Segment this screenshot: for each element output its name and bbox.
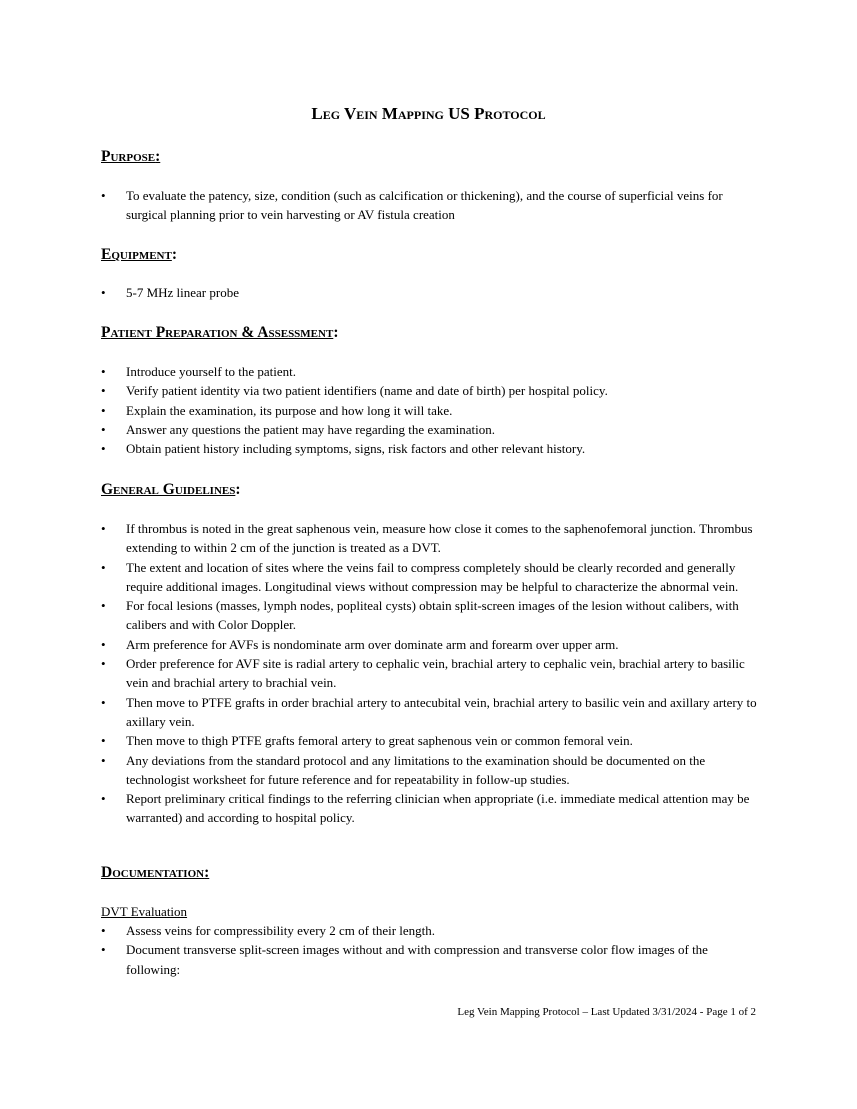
list-item-text: Then move to PTFE grafts in order brachial artery to antecubital vein, brachial artery to basilic vein and axillary artery to axillary vein. [126,694,757,729]
list-item [101,420,761,439]
list-item [101,751,761,790]
list-item [101,519,761,558]
list-item-text: 5-7 MHz linear probe [126,285,239,300]
bullet-icon: • [101,791,106,807]
list-item-text: Assess veins for compressibility every 2 cm of their length. [126,923,436,938]
list-item [101,596,761,635]
bullet-icon: • [101,364,106,379]
list-item-text: Obtain patient history including symptoms, signs, risk factors and other relevant history. [126,441,586,457]
list-item [101,283,761,302]
list-item-text: If thrombus is noted in the great saphenous vein, measure how close it comes to the saphenofemoral junction. Thrombus extending to within 2 cm of the junction is treated as a DVT. [126,521,753,556]
equipment-list [101,283,761,302]
bullet-icon: • [101,733,106,749]
list-item-text: Order preference for AVF site is radial artery to cephalic vein, brachial artery to cephalic vein, brachial artery to basilic vein and brachial artery to brachial vein. [126,656,745,691]
purpose-list [101,186,761,225]
list-item-text: Introduce yourself to the patient. [126,364,297,379]
bullet-icon: • [101,559,106,575]
dvt-evaluation-subheading: DVT Evaluation [101,904,188,919]
documentation-heading: Documentation: [101,864,210,881]
bullet-icon: • [101,598,106,614]
purpose-heading-text: Purpose [101,148,156,165]
list-item [101,693,761,732]
list-item [101,789,761,828]
list-item [101,921,761,940]
list-item [101,940,761,979]
bullet-icon: • [101,285,106,300]
list-item [101,381,761,400]
list-item [101,439,761,458]
guidelines-heading: General Guidelines: [101,481,241,498]
list-item-text: Report preliminary critical findings to the referring clinician when appropriate (i.e. immediate medical attention may be warranted) and according to hospital policy. [126,791,750,826]
bullet-icon: • [101,942,106,958]
preparation-section [101,324,761,458]
page-footer: Leg Vein Mapping Protocol – Last Updated 3/31/2024 - Page 1 of 2 [457,1006,756,1018]
bullet-icon: • [101,421,106,437]
list-item-text: Document transverse split-screen images without and with compression and transverse color flow images of the following: [126,942,708,977]
equipment-heading: Equipment: [101,246,178,263]
guidelines-heading-text: General Guidelines [101,481,236,498]
bullet-icon: • [101,656,106,672]
list-item-text: The extent and location of sites where the veins fail to compress completely should be clearly recorded and generally require additional images. Longitudinal views without compression may be helpful to characterize the abnormal vein. [126,559,739,594]
equipment-heading-text: Equipment [101,246,172,263]
list-item [101,186,761,225]
bullet-icon: • [101,694,106,710]
list-item-text: For focal lesions (masses, lymph nodes, popliteal cysts) obtain split-screen images of the lesion without calibers, with calibers and with Color Doppler. [126,598,739,633]
bullet-icon: • [101,188,106,203]
guidelines-list [101,519,761,828]
list-item [101,635,761,654]
equipment-section [101,246,761,302]
purpose-heading: Purpose: [101,148,161,165]
list-item [101,558,761,597]
bullet-icon: • [101,752,106,768]
list-item [101,731,761,750]
bullet-icon: • [101,636,106,652]
list-item-text: Arm preference for AVFs is nondominate arm over dominate arm and forearm over upper arm. [126,636,619,652]
preparation-list [101,362,761,458]
page-title: Leg Vein Mapping US Protocol [311,104,546,123]
documentation-section [101,864,761,979]
list-item-text: Explain the examination, its purpose and how long it will take. [126,402,453,418]
list-item-text: Any deviations from the standard protocol and any limitations to the examination should be documented on the technologist worksheet for future reference and for repeatability in follow-up studies. [126,752,706,787]
list-item-text: Then move to thigh PTFE grafts femoral artery to great saphenous vein or common femoral vein. [126,733,633,749]
bullet-icon: • [101,383,106,399]
bullet-icon: • [101,923,106,938]
bullet-icon: • [101,402,106,418]
preparation-heading: Patient Preparation & Assessment: [101,324,339,341]
documentation-heading-text: Documentation [101,864,205,881]
list-item-text: Verify patient identity via two patient identifiers (name and date of birth) per hospital policy. [126,383,608,399]
list-item-text: To evaluate the patency, size, condition (such as calcification or thickening), and the course of superficial veins for surgical planning prior to vein harvesting or AV fistula creation [126,188,723,223]
list-item-text: Answer any questions the patient may have regarding the examination. [126,421,495,437]
purpose-section [101,148,761,225]
preparation-heading-text: Patient Preparation & Assessment [101,324,334,341]
documentation-list [101,921,761,979]
bullet-icon: • [101,441,106,457]
list-item [101,401,761,420]
list-item [101,362,761,381]
bullet-icon: • [101,521,106,536]
guidelines-section [101,481,761,828]
list-item [101,654,761,693]
